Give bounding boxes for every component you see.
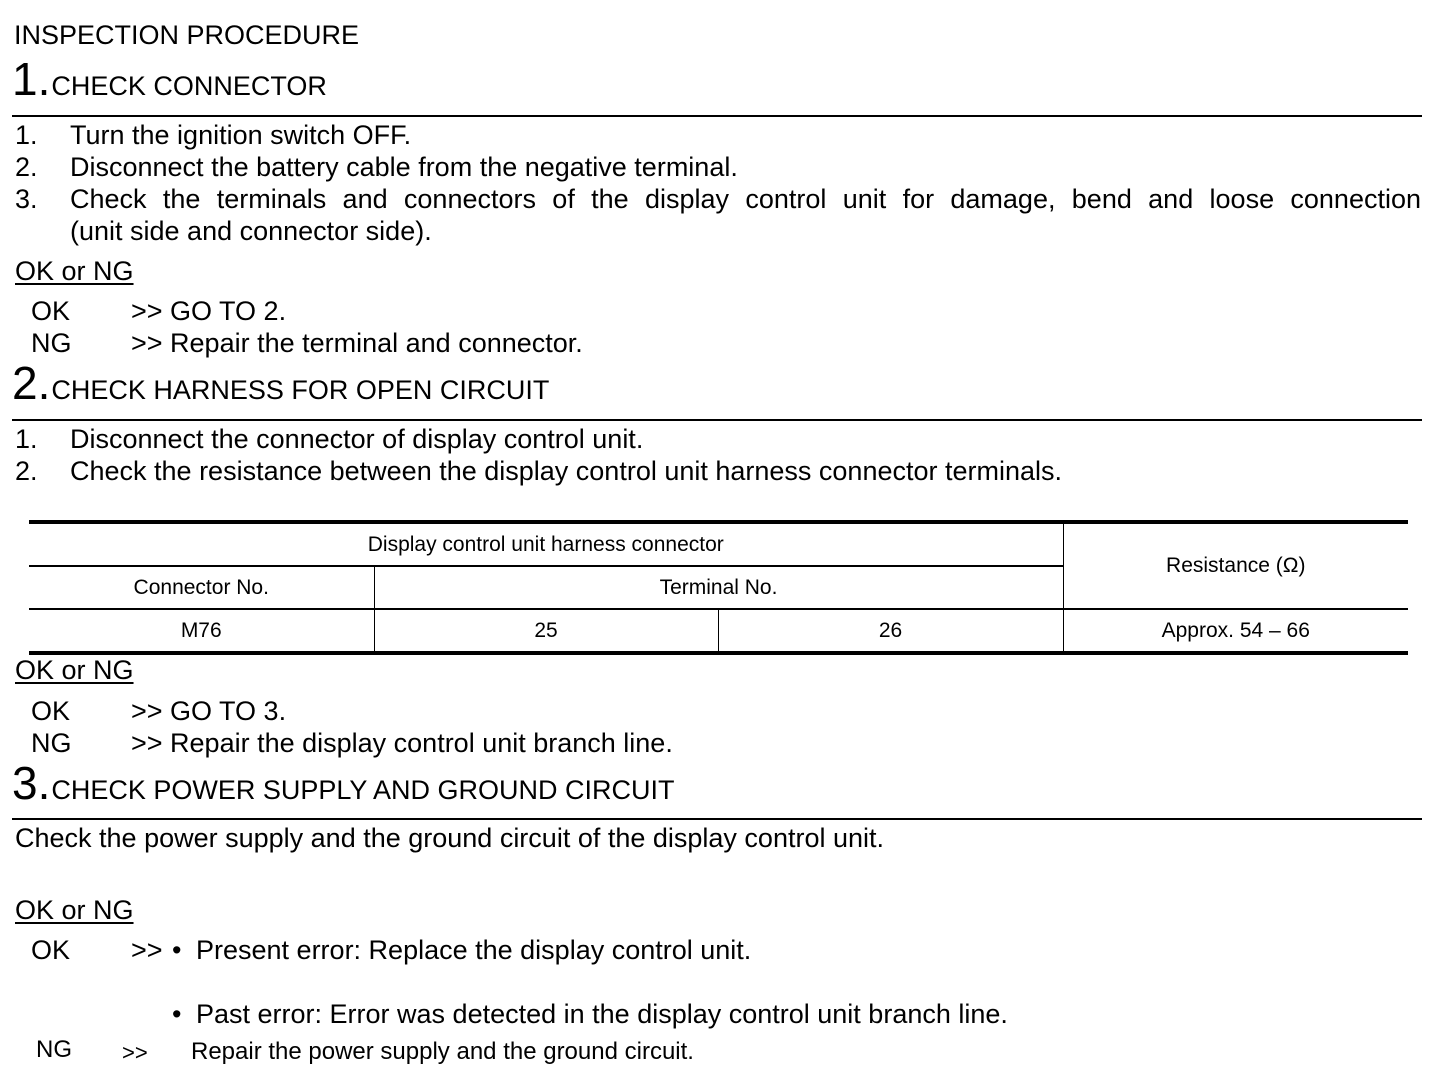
table-cell-connector: M76 — [29, 609, 374, 653]
s3-ok-bullet-2-mark: • — [172, 999, 182, 1029]
page-title: INSPECTION PROCEDURE — [14, 20, 360, 50]
s2-result-label: OK or NG — [15, 655, 134, 685]
s2-step-2-text: Check the resistance between the display control unit harness connector terminals. — [70, 456, 1063, 486]
table-resistance-header: Resistance (Ω) — [1063, 522, 1408, 609]
s1-step-3-text-line2: (unit side and connector side). — [70, 216, 432, 246]
section-3-header — [12, 759, 674, 807]
section-1-rule — [12, 115, 1422, 117]
s1-step-1-num: 1. — [15, 120, 38, 150]
section-1-title: CHECK CONNECTOR — [51, 71, 327, 101]
s1-step-3-text-line1: Check the terminals and connectors of the display control unit for damage, bend and loose connection — [70, 184, 1421, 214]
s1-ok-action: >> GO TO 2. — [131, 296, 287, 326]
s2-step-2-num: 2. — [15, 456, 38, 486]
s3-body: Check the power supply and the ground circuit of the display control unit. — [15, 823, 884, 853]
table-terminal-header: Terminal No. — [374, 566, 1063, 609]
s3-ok-bullet-1: Present error: Replace the display control unit. — [196, 935, 752, 965]
s3-ng-label: NG — [36, 1036, 72, 1063]
s1-step-2-text: Disconnect the battery cable from the negative terminal. — [70, 152, 738, 182]
s2-ok-action: >> GO TO 3. — [131, 696, 287, 726]
s1-result-label: OK or NG — [15, 256, 134, 286]
s1-ok-label: OK — [31, 296, 71, 326]
section-1-header — [12, 55, 327, 103]
s1-ng-label: NG — [31, 328, 72, 358]
section-1-number: 1. — [12, 53, 51, 105]
s2-ng-action: >> Repair the display control unit branch line. — [131, 728, 673, 758]
s3-ng-arrow: >> — [122, 1040, 148, 1065]
s2-ng-label: NG — [31, 728, 72, 758]
s3-ok-label: OK — [31, 935, 71, 965]
s1-ng-action: >> Repair the terminal and connector. — [131, 328, 583, 358]
section-2-header — [12, 359, 549, 407]
section-3-title: CHECK POWER SUPPLY AND GROUND CIRCUIT — [51, 775, 675, 805]
s2-ok-label: OK — [31, 696, 71, 726]
table-cell-terminal-a: 25 — [374, 609, 718, 653]
section-2-rule — [12, 419, 1422, 421]
section-3-rule — [12, 818, 1422, 820]
s3-ok-arrow: >> — [131, 935, 163, 965]
s3-ng-action: Repair the power supply and the ground circuit. — [191, 1038, 694, 1065]
table-connector-header: Connector No. — [29, 566, 374, 609]
s2-step-1-num: 1. — [15, 424, 38, 454]
s3-ok-bullet-2: Past error: Error was detected in the display control unit branch line. — [196, 999, 1008, 1029]
s1-step-2-num: 2. — [15, 152, 38, 182]
table-cell-resistance: Approx. 54 – 66 — [1063, 609, 1408, 653]
section-3-number: 3. — [12, 757, 51, 809]
s3-ok-bullet-1-mark: • — [172, 935, 182, 965]
resistance-table — [29, 520, 1408, 655]
section-2-number: 2. — [12, 357, 51, 409]
table-group-header: Display control unit harness connector — [29, 522, 1063, 566]
s3-result-label: OK or NG — [15, 895, 134, 925]
s1-step-1-text: Turn the ignition switch OFF. — [70, 120, 412, 150]
section-2-title: CHECK HARNESS FOR OPEN CIRCUIT — [51, 375, 550, 405]
table-cell-terminal-b: 26 — [718, 609, 1063, 653]
s1-step-3-num: 3. — [15, 184, 38, 214]
s2-step-1-text: Disconnect the connector of display control unit. — [70, 424, 644, 454]
